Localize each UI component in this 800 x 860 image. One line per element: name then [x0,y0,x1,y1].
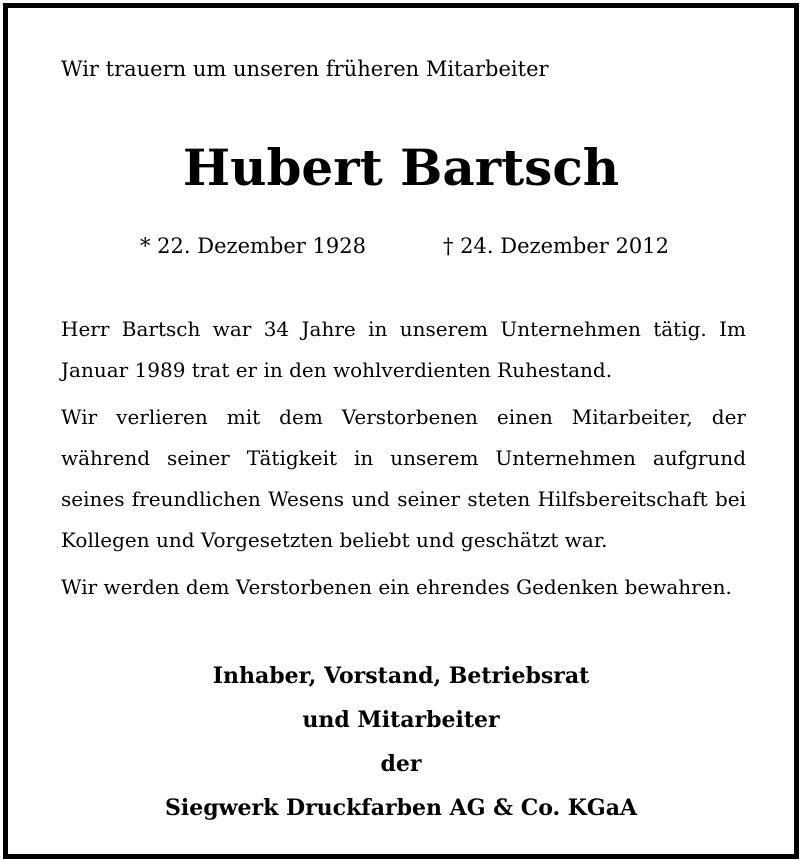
body-paragraph: Herr Bartsch war 34 Jahre in unserem Unternehmen tätig. Im Januar 1989 trat er in den wohlverdienten Ruhestand. [61,317,746,382]
birth-date: * 22. Dezember 1928 [140,234,366,258]
intro-line: Wir trauern um unseren früheren Mitarbeiter [61,57,549,81]
life-dates [8,231,794,261]
death-date: † 24. Dezember 2012 [443,234,669,258]
body-paragraph: Wir verlieren mit dem Verstorbenen einen Mitarbeiter, der während seiner Tätigkeit in unserem Unternehmen aufgrund seines freundlichen Wesens und seiner steten Hilfsbereitschaft bei Kollegen und Vorgesetzten beliebt und geschätzt war. [61,405,746,552]
company-name: Siegwerk Druckfarben AG & Co. KGaA [164,795,638,821]
body-paragraph: Wir werden dem Verstorbenen ein ehrendes Gedenken bewahren. [61,575,732,599]
deceased-name: Hubert Bartsch [182,138,620,197]
signature-line: Inhaber, Vorstand, Betriebsrat [212,663,590,689]
signature-line: der [380,751,422,777]
signature-line: und Mitarbeiter [302,707,500,733]
obituary-notice [3,3,799,859]
signature-block [8,654,794,830]
notice-body [61,309,746,614]
